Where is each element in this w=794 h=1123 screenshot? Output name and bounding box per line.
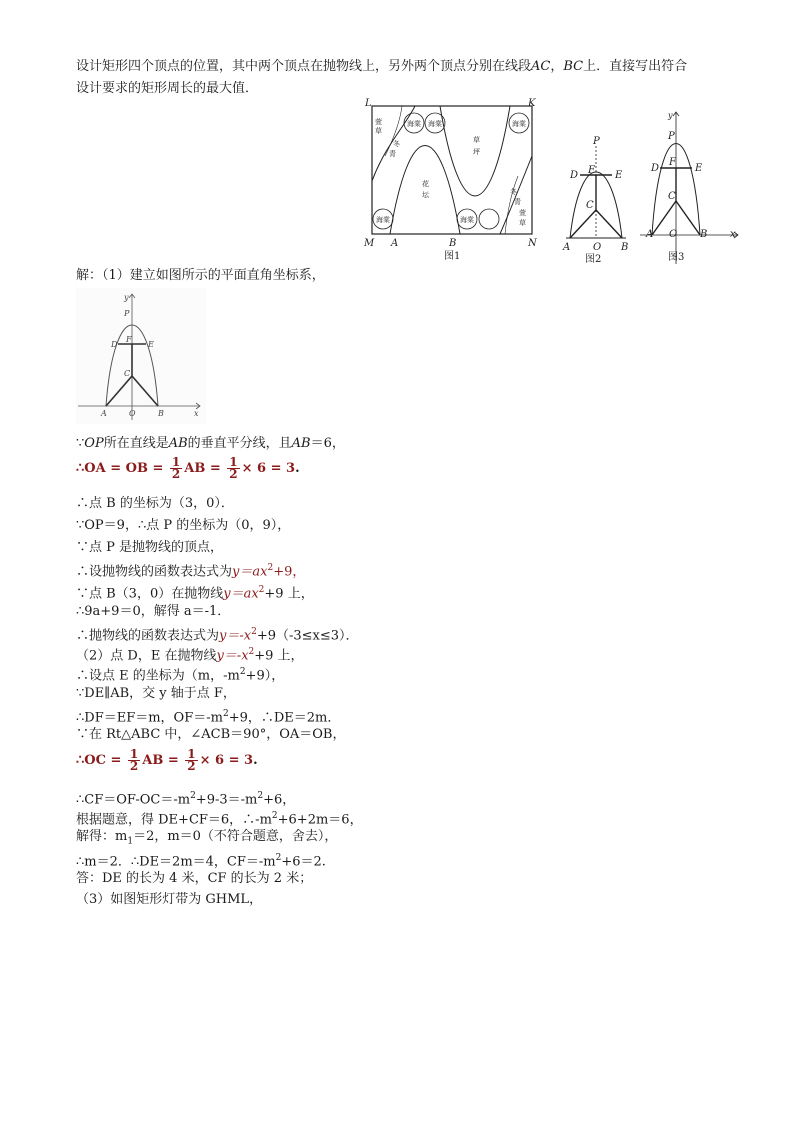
exponent: 2 [271,811,278,821]
seg-ab: AB [168,436,188,451]
solution-line-1 [76,268,325,284]
text: ∴抛物线的函数表达式为 [76,628,220,644]
formula-part: AB = [142,753,184,768]
intro-text-1: 设计矩形四个顶点的位置，其中两个顶点在抛物线上，另外两个顶点分别在线段 [76,59,532,74]
fig1-region: 海棠 [512,120,526,128]
formula: y＝ax [232,564,268,580]
formula-part: . [253,753,258,768]
text: +6＝2. [281,854,326,870]
solution-line-7 [76,560,305,580]
fig2-label-e: E [615,170,623,181]
fig1-caption: 图1 [444,251,461,262]
formula-part: × 6 = 3 [241,461,296,476]
fig1-region: 青 [514,198,521,206]
text: +9 上， [264,586,314,602]
fraction-half [185,749,197,772]
fig1-region: 萱 [375,118,382,126]
formula-part: AB = [184,461,226,476]
text: +9，∴DE＝2m． [228,710,341,726]
segment-bc: BC [563,59,584,74]
fig2-label-b: B [621,242,629,253]
numerator: 1 [171,455,181,469]
numerator: 1 [229,455,238,469]
text: +9-3＝-m [195,792,258,808]
segment-ac: AC [531,59,551,74]
fig2-caption: 图2 [585,254,602,264]
fig2-label-c: C [586,200,594,211]
solution-line-17 [76,788,295,808]
fig2-label-o: O [593,242,602,253]
solution-line-6 [76,540,223,556]
fig2-label-d: D [570,170,579,181]
text: +9 上， [254,648,304,664]
fig4-label-d: D [111,340,118,349]
figure-4-coordinate-system [76,288,206,424]
fig1-label-m: M [364,238,375,249]
fig4-label-c: C [124,369,131,378]
text: （2）点 D，E 在抛物线 [76,648,217,664]
fig2-label-a: A [563,242,571,253]
exponent: 2 [275,853,282,863]
fig1-region: 坛 [422,191,429,199]
fig4-label-f: F [126,335,132,344]
fig2-label-f: F [588,165,595,176]
fig4-label-y: y [124,293,129,302]
fig3-label-f: F [669,157,676,168]
exponent: 2 [251,627,257,637]
exponent: 2 [248,647,255,657]
numerator: 1 [187,747,196,761]
figure-1-garden [360,96,545,264]
text: 答：DE 的长为 4 米，CF 的长为 2 米； [76,871,313,886]
solution-line-14 [76,706,340,726]
text: ∴设点 E 的坐标为（m，-m [76,668,240,684]
text: +6+2m＝6， [277,812,363,828]
text: （3）如图矩形灯带为 GHML， [76,892,263,907]
fig3-label-b: B [700,229,708,240]
fig1-region: 坪 [473,148,480,156]
fig3-label-e: E [695,163,703,174]
fig4-label-a: A [101,409,107,418]
fig1-region: 草 [473,136,480,144]
text: ∴设抛物线的函数表达式为 [76,564,233,580]
solution-line-10 [76,624,359,644]
solution-line-3-formula [76,456,300,482]
text: 解得：m [76,829,128,844]
fig3-caption: 图3 [668,252,685,263]
solution-line-16-formula [76,748,258,774]
fig3-label-d: D [651,163,660,174]
fig1-region: 海棠 [460,216,474,224]
fig4-label-b: B [158,409,164,418]
formula: y＝-x [219,628,252,644]
solution-line-2 [76,436,345,452]
text: ∵在 Rt△ABC 中，∠ACB＝90°，OA＝OB， [76,727,346,742]
text: +9）， [245,668,285,684]
fig3-label-o: O [669,229,678,240]
fig3-label-c: C [668,191,676,202]
because-symbol: ∵ [76,436,85,451]
fig1-region: 海棠 [376,216,390,224]
fig1-label-n: N [528,238,537,249]
fraction-half [170,457,182,480]
solution-line-15 [76,727,345,743]
solution-line-5 [76,518,290,534]
exponent: 2 [258,585,265,595]
denominator: 2 [171,467,181,481]
text: ∵点 B（3，0）在抛物线 [76,586,224,602]
intro-line-2 [76,81,258,97]
text: ∴9a+9＝0，解得 a＝-1． [76,604,231,619]
solution-line-4 [76,496,234,512]
fig1-label-a: A [391,238,399,249]
formula-part: . [295,461,300,476]
solution-line-8 [76,582,314,602]
solution-line-22 [76,892,262,908]
fig2-label-p: P [593,136,600,147]
fig1-region: 花 [422,180,429,188]
text: ∴点 B 的坐标为（3，0）． [76,496,234,511]
text: ∵点 P 是抛物线的顶点， [76,540,224,555]
solution-line-21 [76,871,312,887]
solution-line-19 [76,829,337,850]
fig4-label-e: E [148,340,154,349]
text: +6， [263,792,296,808]
denominator: 2 [229,467,238,481]
exponent: 2 [267,563,274,573]
fig3-label-y: y [668,111,673,120]
text: ∵DE∥AB，交 y 轴于点 F， [76,686,236,701]
text: 的垂直平分线，且 [187,436,292,451]
denominator: 2 [129,759,139,773]
exponent: 2 [222,709,229,719]
solution-line-12 [76,664,284,684]
formula: y＝-x [216,648,249,664]
separator: ， [550,59,564,74]
intro-text-1-end: 上．直接写出符合 [583,59,688,74]
formula: +9， [273,564,306,580]
fig1-region: 草 [519,219,526,227]
solution-line-9 [76,604,230,620]
fig1-region: 青 [389,150,396,158]
text: 所在直线是 [103,436,169,451]
fig1-region: 冬 [510,188,517,196]
denominator: 2 [187,759,196,773]
fig1-region: 冬 [393,140,400,148]
fraction-half [128,749,140,772]
fig4-label-o: O [129,409,136,418]
exponent: 2 [257,791,264,801]
fig1-label-b: B [449,238,457,249]
formula: y＝ax [223,586,259,602]
fig1-region: 草 [375,127,382,135]
text: ∴m＝2．∴DE＝2m＝4，CF＝-m [76,854,276,870]
seg-ab: AB [291,436,311,451]
intro-line-1 [76,59,687,75]
fig3-label-p: P [668,131,675,142]
fig4-label-x: x [194,409,199,418]
text: 根据题意，得 DE+CF＝6，∴-m [76,812,272,828]
solution-line-18 [76,808,363,828]
text: ∴CF＝OF-OC＝-m [76,792,191,808]
text: ∴DF＝EF＝m，OF＝-m [76,710,223,726]
solution-text: 解：（1）建立如图所示的平面直角坐标系， [76,268,325,283]
exponent: 2 [239,667,246,677]
solution-line-13 [76,686,236,702]
formula-part: ∴OA = OB = [76,461,168,476]
seg-op: OP [84,436,104,451]
fig3-label-a: A [646,229,654,240]
solution-line-20 [76,850,326,870]
fig1-region: 海棠 [428,120,442,128]
fig3-label-x: x [730,229,736,240]
text: ＝2，m＝0（不符合题意，舍去）， [133,829,338,844]
intro-text-2: 设计要求的矩形周长的最大值． [76,81,259,96]
text: +9（-3≤x≤3）． [256,628,359,644]
exponent: 2 [190,791,196,801]
text: ＝6， [310,436,345,451]
fig4-label-p: P [124,309,130,318]
fig1-label-k: K [528,98,536,109]
solution-line-11 [76,644,304,664]
figure-2 [560,130,632,264]
figure-3 [638,108,742,264]
formula-part: × 6 = 3 [199,753,254,768]
fraction-half [227,457,239,480]
numerator: 1 [129,747,139,761]
fig1-label-l: L [365,98,372,109]
subscript: 1 [127,836,134,847]
text: ∵OP＝9，∴点 P 的坐标为（0，9）， [76,518,291,533]
formula-part: ∴OC = [76,753,126,768]
fig1-region: 萱 [519,209,526,217]
fig1-region: 海棠 [407,120,421,128]
